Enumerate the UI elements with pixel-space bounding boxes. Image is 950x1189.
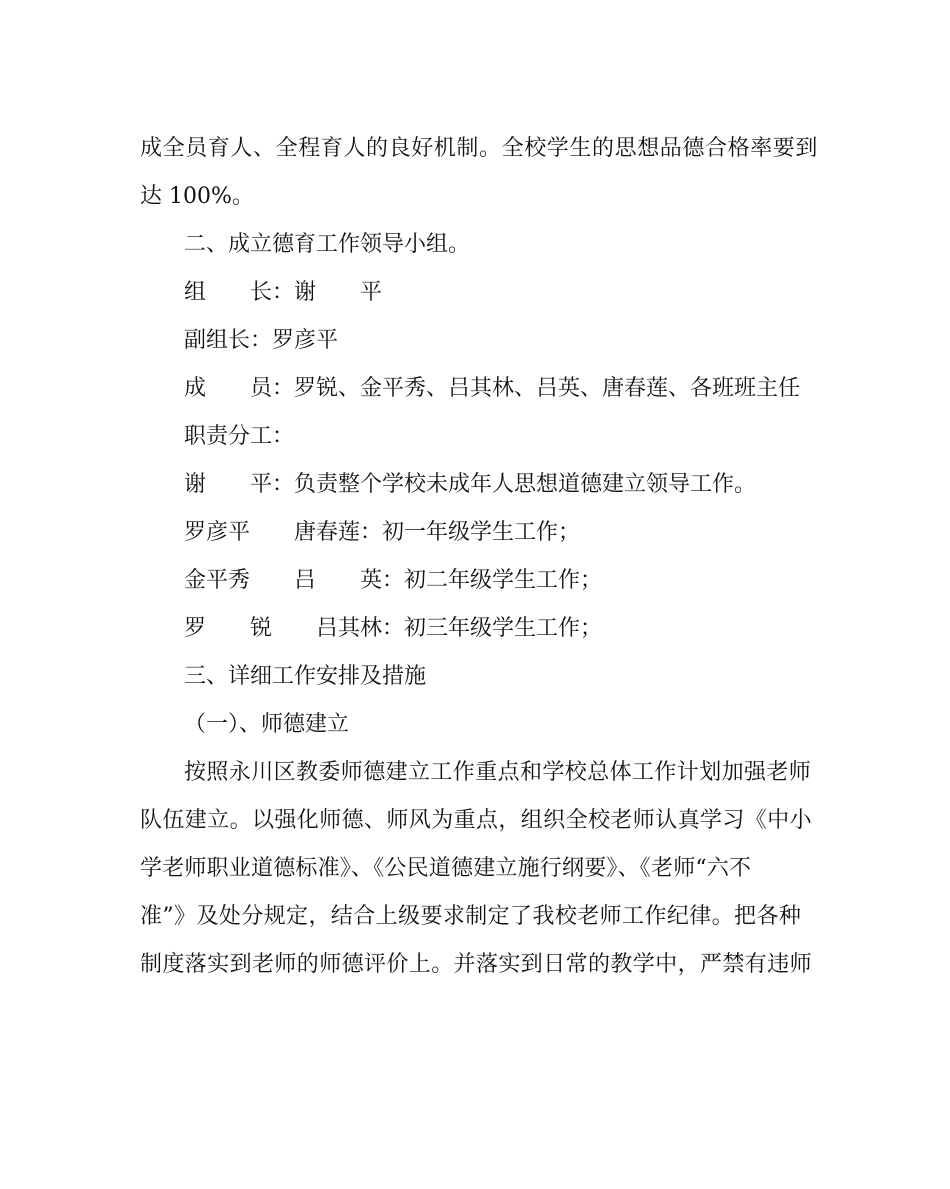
duty-line: 金平秀 吕 英：初二年级学生工作；	[184, 568, 603, 593]
paragraph-line: 准”》及处分规定，结合上级要求制定了我校老师工作纪律。把各种	[140, 904, 802, 929]
paragraph-line: 按照永川区教委师德建立工作重点和学校总体工作计划加强老师	[184, 760, 812, 785]
paragraph-line: 成全员育人、全程育人的良好机制。全校学生的思想品德合格率要到	[140, 136, 819, 161]
duties-heading: 职责分工：	[184, 424, 295, 449]
paragraph-line: 制度落实到老师的师德评价上。并落实到日常的教学中，严禁有违师	[140, 952, 813, 977]
paragraph-line: 达 100%。	[140, 184, 254, 209]
paragraph-line: 队伍建立。以强化师德、师风为重点，组织全校老师认真学习《中小	[140, 808, 813, 833]
duty-line: 谢 平：负责整个学校未成年人思想道德建立领导工作。	[184, 472, 757, 497]
group-leader-line: 组 长：谢 平	[184, 280, 383, 305]
paragraph-line: 学老师职业道德标准》、《公民道德建立施行纲要》、《老师“六不	[140, 856, 752, 881]
section-heading-work-arrangements: 三、详细工作安排及措施	[184, 664, 427, 689]
subsection-heading-teacher-ethics: （一）、师德建立	[184, 712, 350, 737]
duty-line: 罗彦平 唐春莲：初一年级学生工作；	[184, 520, 581, 545]
duty-line: 罗 锐 吕其林：初三年级学生工作；	[184, 616, 603, 641]
deputy-leader-line: 副组长：罗彦平	[184, 328, 339, 353]
section-heading-leadership-group: 二、成立德育工作领导小组。	[184, 232, 471, 257]
members-line: 成 员：罗锐、金平秀、吕其林、吕英、唐春莲、各班班主任	[184, 376, 801, 401]
